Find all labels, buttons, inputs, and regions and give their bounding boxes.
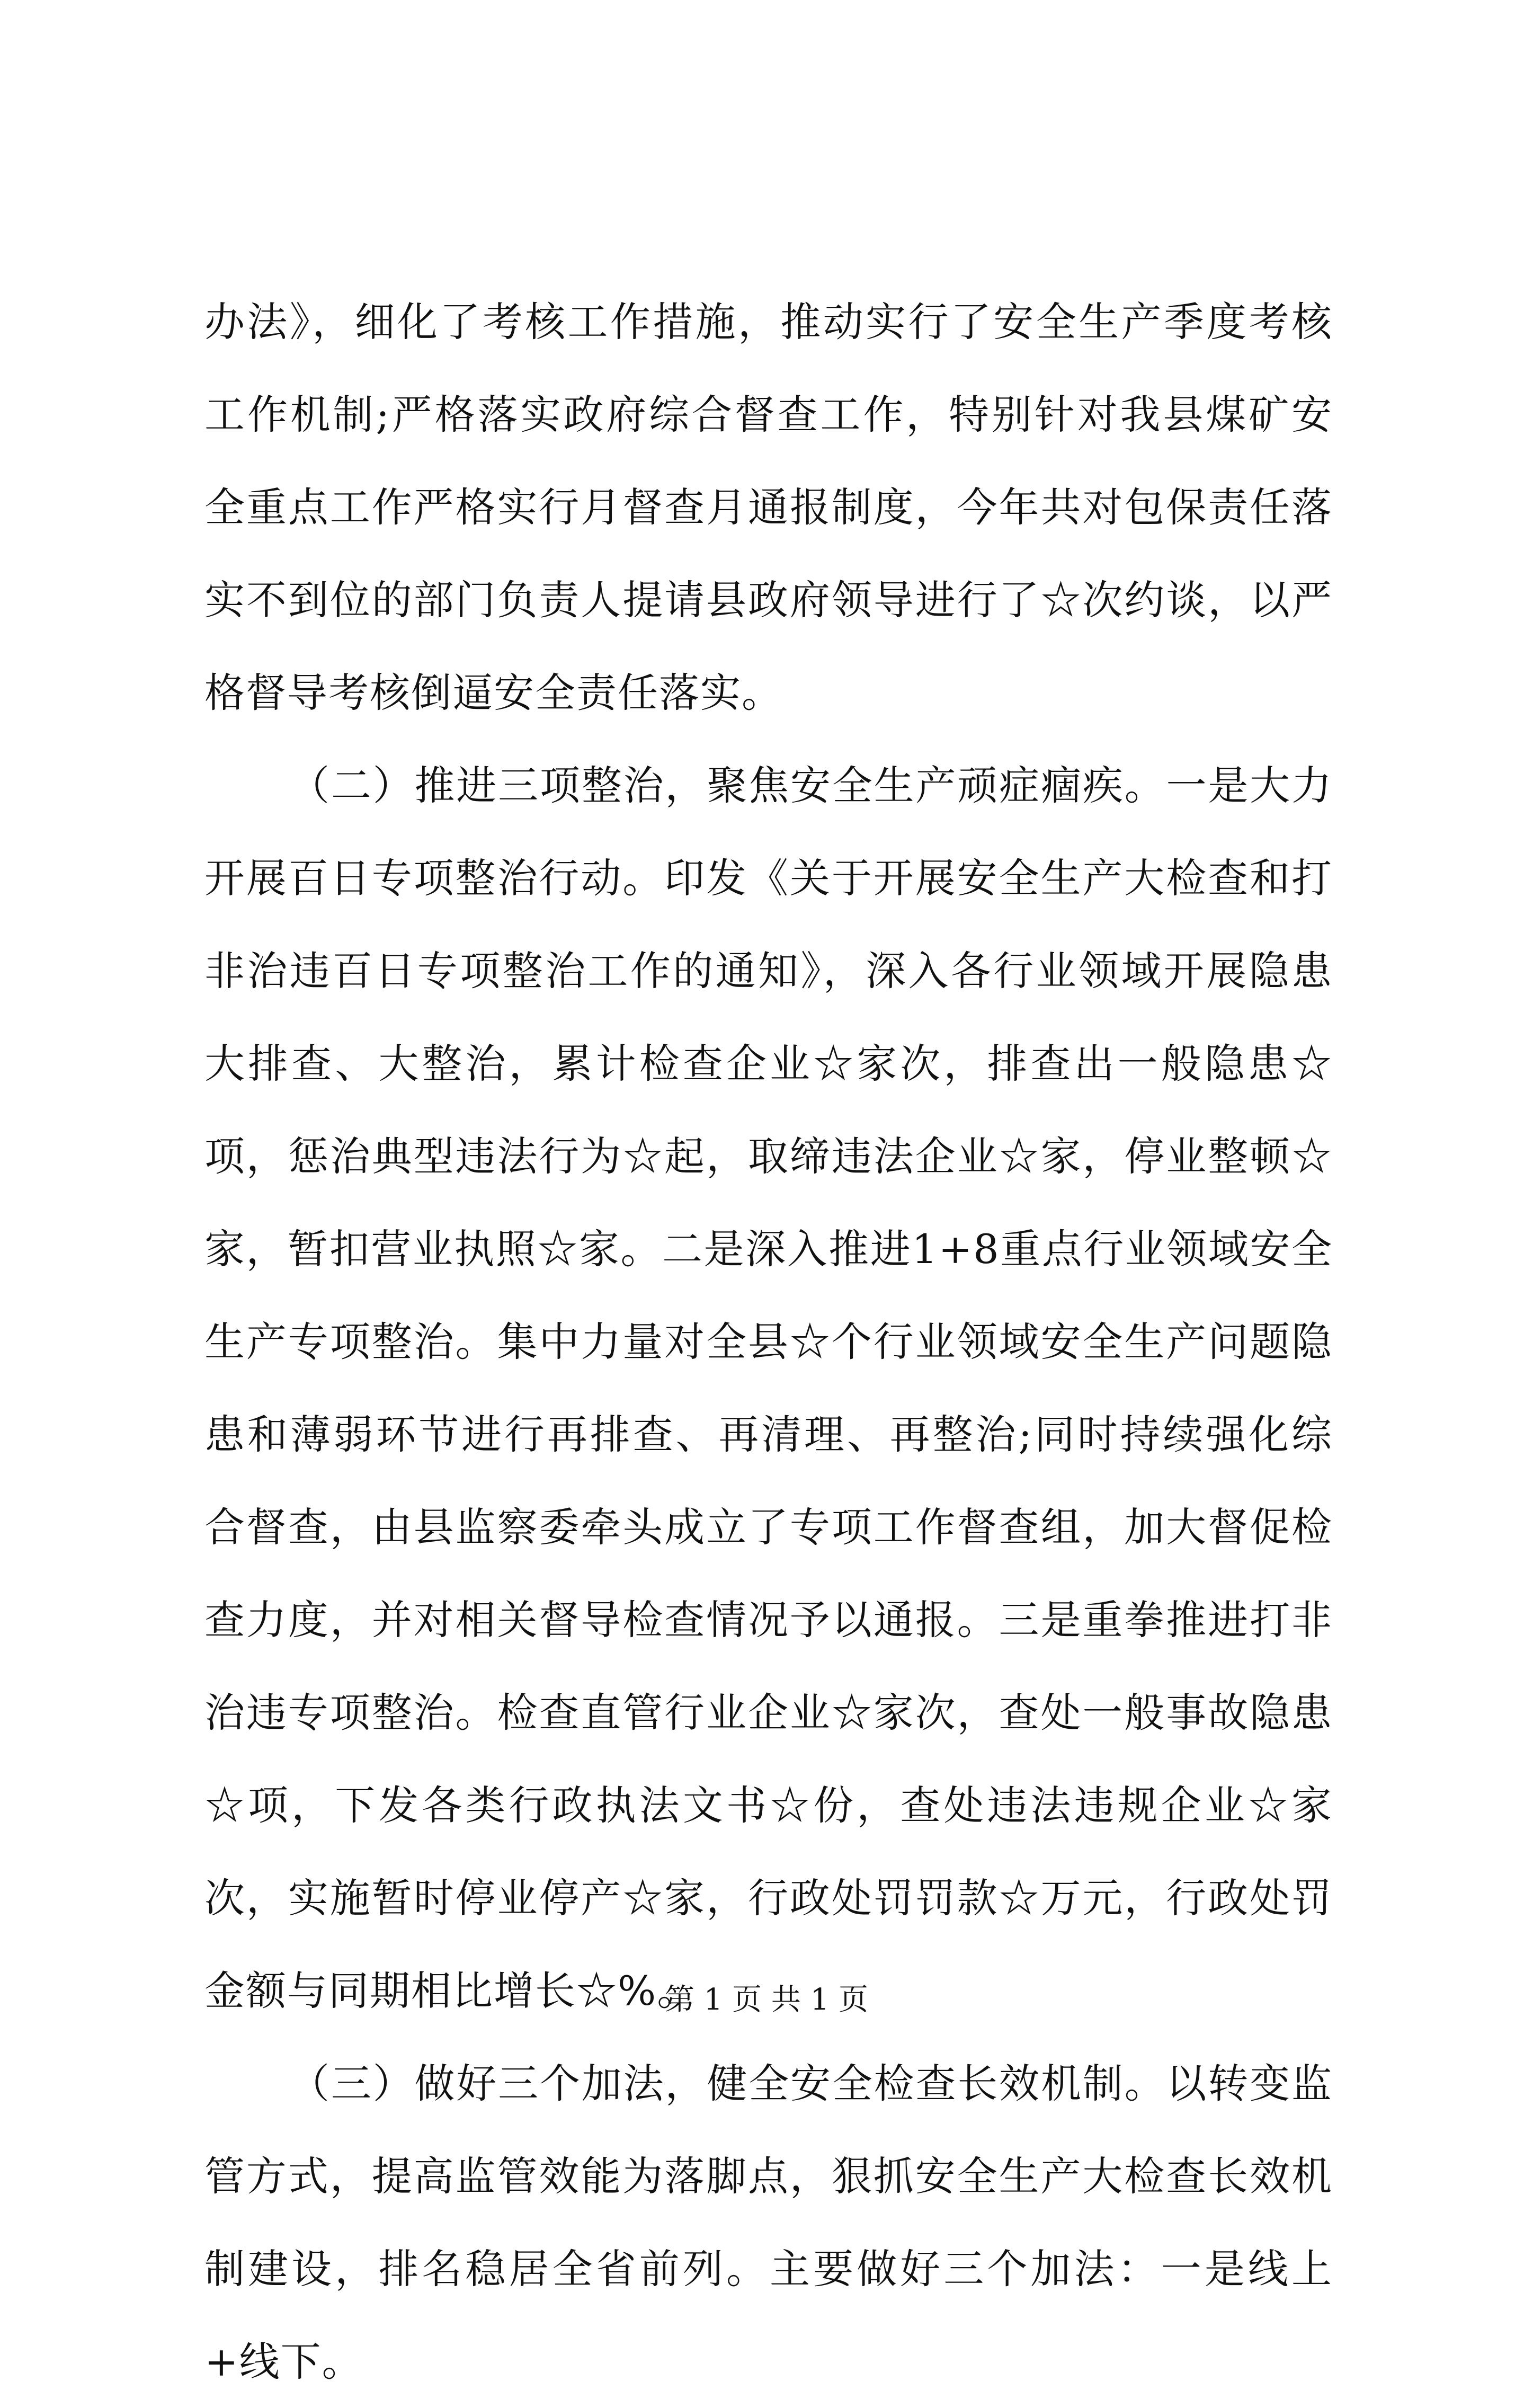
paragraph-section-three: （三）做好三个加法，健全安全检查长效机制。以转变监管方式，提高监管效能为落脚点，狠抓安全生产大检查长效机制建设，排名稳居全省前列。主要做好三个加法：一是线上+线下。 [204, 2060, 1333, 2385]
page-footer: 第 1 页 共 1 页 [664, 1983, 869, 2017]
paragraph-continuation: 办法》，细化了考核工作措施，推动实行了安全生产季度考核工作机制;严格落实政府综合督查工作，特别针对我县煤矿安全重点工作严格实行月督查月通报制度，今年共对包保责任落实不到位的部门负责人提请县政府领导进行了☆次约谈，以严格督导考核倒逼安全责任落实。 [204, 298, 1333, 716]
document-body [204, 276, 1333, 2408]
paragraph-section-two: （二）推进三项整治，聚焦安全生产顽症痼疾。一是大力开展百日专项整治行动。印发《关于开展安全生产大检查和打非治违百日专项整治工作的通知》，深入各行业领域开展隐患大排查、大整治，累计检查企业☆家次，排查出一般隐患☆项，惩治典型违法行为☆起，取缔违法企业☆家，停业整顿☆家，暂扣营业执照☆家。二是深入推进1+8重点行业领域安全生产专项整治。集中力量对全县☆个行业领域安全生产问题隐患和薄弱环节进行再排查、再清理、再整治;同时持续强化综合督查，由县监察委牵头成立了专项工作督查组，加大督促检查力度，并对相关督导检查情况予以通报。三是重拳推进打非治违专项整治。检查直管行业企业☆家次，查处一般事故隐患☆项，下发各类行政执法文书☆份，查处违法违规企业☆家次，实施暂时停业停产☆家，行政处罚罚款☆万元，行政处罚金额与同期相比增长☆%。 [204, 762, 1333, 2014]
